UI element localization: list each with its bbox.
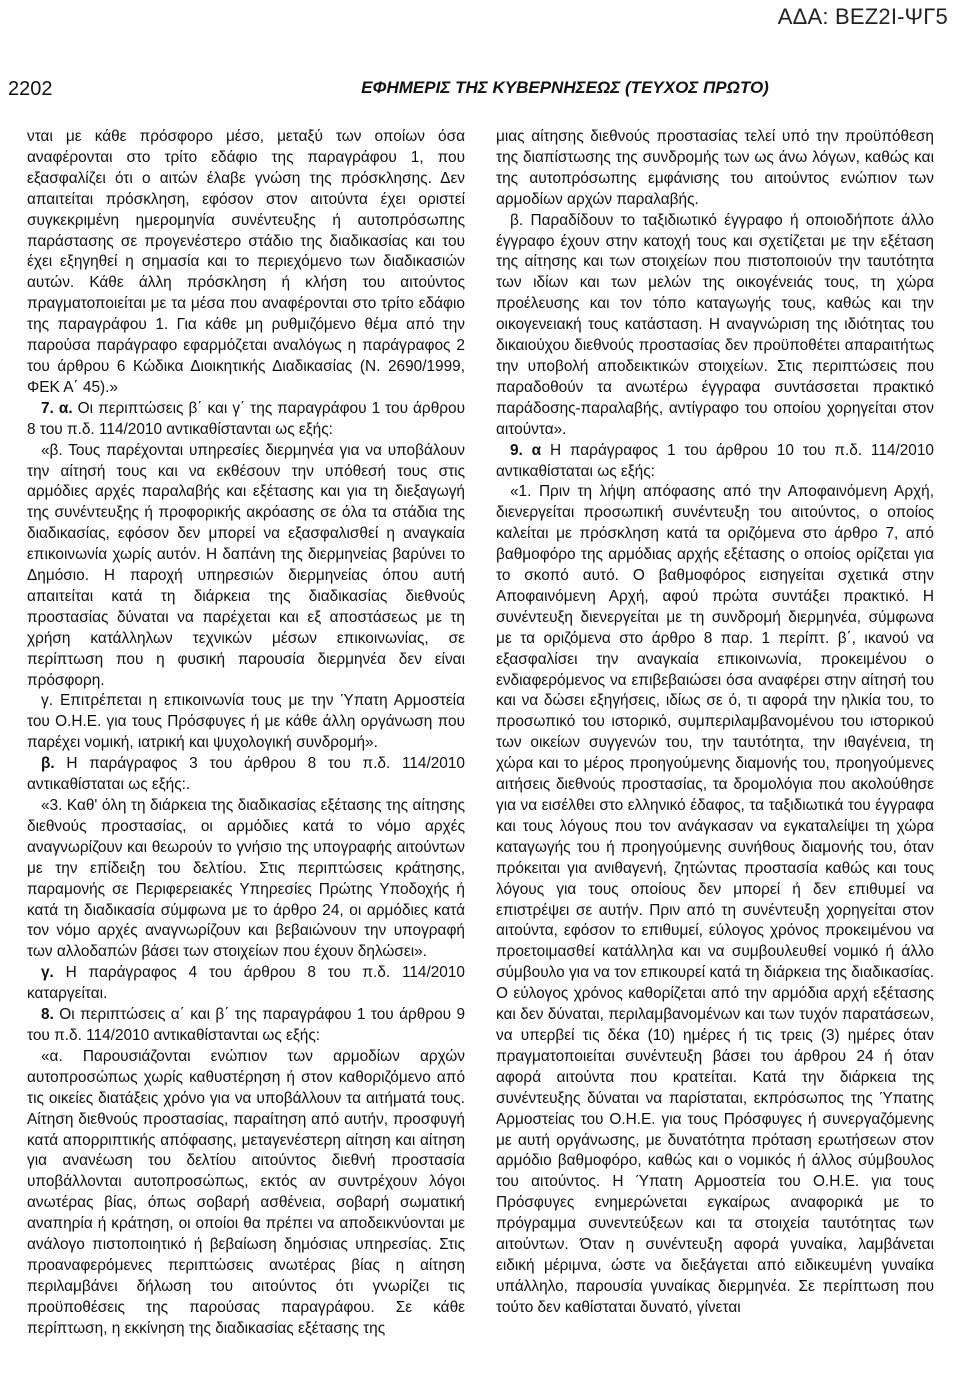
paragraph: «α. Παρουσιάζονται ενώπιον των αρμοδίων αρχών αυτοπροσώπως χωρίς καθυστέρηση ή στον καθοριζόμενο από τις οικείες διατάξεις χρόνο για να υποβάλλουν τα αιτήματά τους. Αίτηση διεθνούς προστασίας, παραίτηση από αυτήν, προσφυγή κατά απορριπτικής απόφασης, μεταγενέστερη αίτηση και αίτηση για ανανέωση του δελτίου αιτούντος διεθνή προστασία υποβάλλονται αυτοπροσώπως, εκτός αν συντρέχουν λόγοι ανωτέρας βίας, όπως σοβαρή ασθένεια, σοβαρή σωματική αναπηρία ή κράτηση, οι οποίοι θα πρέπει να αποδεικνύονται με ανάλογο πιστοποιητικό ή βεβαίωση δημόσιας υπηρεσίας. Στις προαναφερόμενες περιπτώσεις ανωτέρας βίας η αίτηση περιλαμβάνει δήλωση του αιτούντος ότι γνωρίζει τις προϋποθέσεις της παρούσας παραγράφου. Σε κάθε περίπτωση, η εκκίνηση της διαδικασίας εξέτασης της (27, 1047, 465, 1337)
paragraph: «1. Πριν τη λήψη απόφασης από την Αποφαινόμενη Αρχή, διενεργείται προσωπική συνέντευξη του αιτούντος, ο οποίος καλείται με πρόσκληση κατά τα οριζόμενα στο άρθρο 7, από βαθμοφόρο της αρμόδιας αρχής εξέτασης ο οποίος ορίζεται για το σκοπό αυτό. Ο βαθμοφόρος εισηγείται σχετικά στην Αποφαινόμενη Αρχή, αφού πρώτα συντάξει πρακτικό. Η συνέντευξη διενεργείται με τη συνδρομή διερμηνέα, σύμφωνα με τα οριζόμενα στο άρθρο 8 παρ. 1 περίπτ. β΄, ικανού να εξασφαλίσει την αναγκαία επικοινωνία, προκειμένου ο ενδιαφερόμενος να επιβεβαιώσει όσα αναφέρει στην αίτησή του και να δώσει εξηγήσεις, ιδίως σε ό, τι αφορά την ηλικία του, το προσωπικό του ιστορικό, συμπεριλαμβανομένου του ιστορικού των οικείων συγγενών του, την ταυτότητα, την ιθαγένεια, τη χώρα και το μέρος προηγούμενης διαμονής του, προηγούμενες αιτήσεις διεθνούς προστασίας, τα δρομολόγια που ακολούθησε για να εισέλθει στο ελληνικό έδαφος, τα ταξιδιωτικά του έγγραφα και τους λόγους που τον ανάγκασαν να εγκαταλείψει τη χώρα καταγωγής του ή προηγούμενης συνήθους διαμονής του, όταν πρόκειται για ανιθαγενή, ζητώντας προστασία καθώς και τους λόγους για τους οποίους δεν μπορεί ή δεν επιθυμεί να επιστρέψει σε αυτήν. Πριν από τη συνέντευξη χορηγείται στον αιτούντα, εφόσον το επιθυμεί, εύλογος χρόνος προκειμένου να προετοιμασθεί κατάλληλα και να συμβουλευθεί νομικό ή άλλο σύμβουλο για να τον επικουρεί κατά τη διάρκεια της διαδικασίας. Ο εύλογος χρόνος καθορίζεται από την αρμόδια αρχή εξέτασης και δεν δύναται, περιλαμβανομένων και των τυχόν παρατάσεων, να υπερβεί τις δέκα (10) ημέρες ή τις τρεις (3) ημέρες όταν πραγματοποιείται συνέντευξη βάσει του άρθρου 24 ή όταν αφορά αιτούντα που κρατείται. Κατά την διάρκεια της συνέντευξης δύναται να παρίσταται, εκπρόσωπος της Ύπατης Αρμοστείας του Ο.Η.Ε. για τους Πρόσφυγες ή συνεργαζόμενης με αυτή οργάνωσης, με δυνατότητα πρόταση ερωτήσεων στον αρμόδιο βαθμοφόρο, καθώς και ο νομικός ή άλλος σύμβουλος του αιτούντος. Η Ύπατη Αρμοστεία του Ο.Η.Ε. για τους Πρόσφυγες ενημερώνεται εγκαίρως αναφορικά με το πρόγραμμα συνεντεύξεων και τα στοιχεία ταυτότητας των αιτούντων. Όταν η συνέντευξη αφορά γυναίκα, λαμβάνεται ειδική μέριμνα, ώστε να διεξάγεται από ειδικευμένη γυναίκα υπάλληλο, παρουσία γυναίκας διερμηνέα. Σε περίπτωση που τούτο δεν καθίσταται δυνατό, γίνεται (496, 483, 934, 1316)
page-number: 2202 (8, 78, 53, 100)
ada-watermark: ΑΔΑ: ΒΕΖ2Ι-ΨΓ5 (777, 4, 948, 29)
clause-label: 8. (41, 1006, 54, 1024)
paragraph (27, 1005, 465, 1047)
clause-label: γ. (41, 964, 54, 982)
paragraph: β. Παραδίδουν το ταξιδιωτικό έγγραφο ή οποιοδήποτε άλλο έγγραφο έχουν στην κατοχή τους και σχετίζεται με την εξέταση της αίτησης και των στοιχείων που πιστοποιούν την ταυτότητα των ιδίων και των μελών της οικογένειάς τους, τη χώρα προέλευσης και τον τόπο καταγωγής τους, καθώς και την οικογενειακή τους κατάσταση. Η αναγνώριση της ιδιότητας του δικαιούχου διεθνούς προστασίας δεν προϋποθέτει απαραιτήτως την υποβολή αποδεικτικών στοιχείων. Στις περιπτώσεις που παραδοθούν τα ανωτέρω έγγραφα συντάσσεται πρακτικό παράδοσης-παραλαβής, αντίγραφο του οποίου χορηγείται στον αιτούντα». (496, 211, 934, 438)
paragraph: γ. Επιτρέπεται η επικοινωνία τους με την Ύπατη Αρμοστεία του Ο.Η.Ε. για τους Πρόσφυγες ή με κάθε άλλη οργάνωση που παρέχει νομική, ιατρική και ψυχολογική συνδρομή». (27, 692, 465, 752)
clause-text: Η παράγραφος 4 του άρθρου 8 του π.δ. 114/2010 καταργείται. (27, 964, 465, 1003)
right-column (496, 127, 934, 1379)
paragraph (27, 963, 465, 1005)
paragraph (27, 399, 465, 441)
paragraph: μιας αίτησης διεθνούς προστασίας τελεί υπό την προϋπόθεση της διαπίστωσης της συνδρομής των ως άνω λόγων, καθώς και της αυτοπρόσωπης εμφάνισης του αιτούντος ενώπιον των αρμοδίων αρχών παραλαβής. (496, 128, 934, 208)
clause-text: Οι περιπτώσεις α΄ και β΄ της παραγράφου 1 του άρθρου 9 του π.δ. 114/2010 αντικαθίστανται ως εξής: (27, 1006, 465, 1044)
clause-text: Η παράγραφος 3 του άρθρου 8 του π.δ. 114/2010 αντικαθίσταται ως εξής:. (27, 755, 465, 794)
clause-text: Η παράγραφος 1 του άρθρου 10 του π.δ. 114/2010 αντικαθίσταται ως εξής: (496, 441, 934, 480)
clause-text: Οι περιπτώσεις β΄ και γ΄ της παραγράφου 1 του άρθρου 8 του π.δ. 114/2010 αντικαθίστανται ως εξής: (27, 399, 465, 438)
clause-label: β. (41, 755, 55, 773)
left-column (27, 127, 465, 1379)
clause-label: 7. α. (41, 399, 73, 417)
paragraph: «β. Τους παρέχονται υπηρεσίες διερμηνέα για να υποβάλουν την αίτησή τους και να εκθέσουν την υπόθεσή τους στις αρμόδιες αρχές παραλαβής και εξέτασης και για τη διεξαγωγή της συνέντευξης ή προφορικής ακρόασης σε όλα τα στάδια της διαδικασίας, εφόσον δεν μπορεί να εξασφαλισθεί η αναγκαία επικοινωνία χωρίς αυτόν. Η δαπάνη της διερμηνείας βαρύνει το Δημόσιο. Η παροχή υπηρεσιών διερμηνείας όπου αυτή απαιτείται κατά τη διάρκεια της διαδικασίας διεθνούς προστασίας δύναται να παρέχεται και εξ αποστάσεως με τη χρήση κατάλληλων τεχνικών μέσων επικοινωνίας, σε περίπτωση που η φυσική παρουσία διερμηνέα δεν είναι πρόσφορη. (27, 441, 465, 689)
paragraph (27, 754, 465, 796)
clause-label: 9. α (510, 441, 542, 459)
paragraph: «3. Καθ' όλη τη διάρκεια της διαδικασίας εξέτασης της αίτησης διεθνούς προστασίας, οι αρμόδιες κατά το νόμο αρχές αναγνωρίζουν και θεωρούν το γνήσιο της υπογραφής αιτούντων με την επίδειξη του δελτίου. Στις περιπτώσεις κράτησης, παραμονής σε Περιφερειακές Υπηρεσίες Πρώτης Υποδοχής ή κατά τη διαδικασία σύμφωνα με το άρθρο 24, οι αρμόδιες κατά τον νόμο αρχές αναγνωρίζουν και βεβαιώνουν την υπογραφή των αλλοδαπών βάσει των στοιχείων που έχουν δηλώσει». (27, 797, 465, 961)
paragraph (496, 441, 934, 483)
journal-title: ΕΦΗΜΕΡΙΣ ΤΗΣ ΚΥΒΕΡΝΗΣΕΩΣ (ΤΕΥΧΟΣ ΠΡΩΤΟ) (361, 78, 769, 97)
paragraph: νται με κάθε πρόσφορο μέσο, μεταξύ των οποίων όσα αναφέρονται στο τρίτο εδάφιο της παραγράφου 1, που εξασφαλίζει ότι ο αιτών έλαβε γνώση της πρόσκλησης. Δεν απαιτείται πρόσκληση, εφόσον στον αιτούντα έχει οριστεί συγκεκριμένη ημερομηνία συνέντευξης ή αυτοπρόσωπης παράστασης σε προγενέστερο στάδιο της διαδικασίας και του έχει εξηγηθεί η σημασία και το περιεχόμενο των διαδικασιών αυτών. Κάθε άλλη πρόσκληση ή κλήση του αιτούντος πραγματοποιείται με τα μέσα που αναφέρονται στο τρίτο εδάφιο της παραγράφου 1. Για κάθε μη ρυθμιζόμενο θέμα από την παρούσα παράγραφο εφαρμόζεται αναλόγως η παράγραφος 2 του άρθρου 6 Κώδικα Διοικητικής Διαδικασίας (Ν. 2690/1999, ΦΕΚ Α΄ 45).» (27, 128, 465, 396)
page-header (8, 78, 952, 108)
